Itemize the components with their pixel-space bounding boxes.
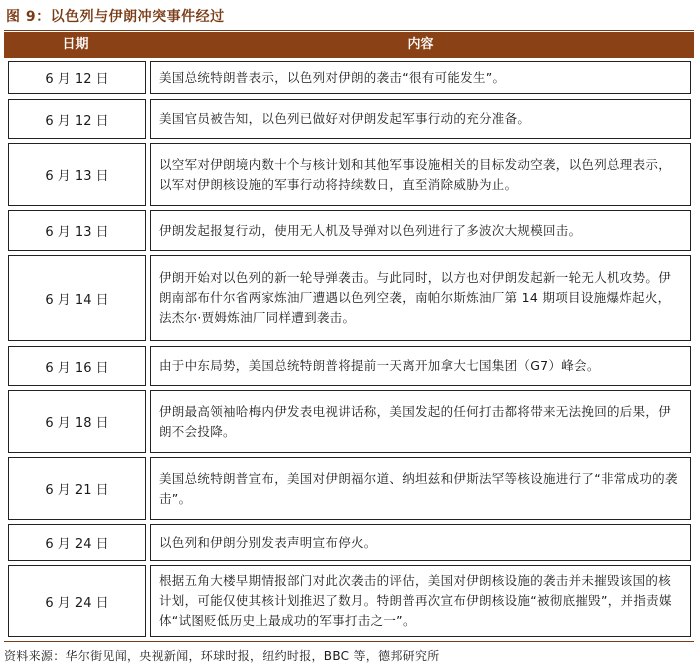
row-date: 6 月 21 日 <box>8 457 146 520</box>
row-date: 6 月 13 日 <box>8 210 146 251</box>
footer-rule <box>4 641 694 642</box>
row-content: 以色列和伊朗分别发表声明宣布停火。 <box>150 524 691 561</box>
figure-title: 图 9：以色列与伊朗冲突事件经过 <box>6 9 225 25</box>
table-row <box>8 143 691 206</box>
table-row <box>8 457 691 520</box>
table-row <box>8 524 691 561</box>
table-row <box>8 210 691 251</box>
row-content: 根据五角大楼早期情报部门对此次袭击的评估，美国对伊朗核设施的袭击并未摧毁该国的核计划，可能仅使其核计划推迟了数月。特朗普再次宣布伊朗核设施“被彻底摧毁”，并指责媒体“试图贬低历史上最成功的军事打击之一”。 <box>150 565 691 637</box>
row-content: 由于中东局势，美国总统特朗普将提前一天离开加拿大七国集团（G7）峰会。 <box>150 346 691 386</box>
table-row <box>8 255 691 341</box>
row-date: 6 月 24 日 <box>8 524 146 561</box>
table-row <box>8 99 691 139</box>
row-date: 6 月 12 日 <box>8 99 146 139</box>
row-date: 6 月 12 日 <box>8 61 146 94</box>
table-row <box>8 565 691 637</box>
table-row <box>8 390 691 453</box>
row-content: 美国官员被告知，以色列已做好对伊朗发起军事行动的充分准备。 <box>150 99 691 139</box>
row-date: 6 月 16 日 <box>8 346 146 386</box>
row-content: 美国总统特朗普宣布，美国对伊朗福尔道、纳坦兹和伊斯法罕等核设施进行了“非常成功的袭击”。 <box>150 457 691 520</box>
row-date: 6 月 14 日 <box>8 255 146 341</box>
source-note: 资料来源：华尔街见闻，央视新闻，环球时报，纽约时报，BBC 等，德邦研究所 <box>4 649 440 663</box>
title-rule <box>4 30 694 31</box>
table-row <box>8 346 691 386</box>
row-content: 以空军对伊朗境内数十个与核计划和其他军事设施相关的目标发动空袭，以色列总理表示，以军对伊朗核设施的军事行动将持续数日，直至消除威胁为止。 <box>150 143 691 206</box>
row-content: 美国总统特朗普表示，以色列对伊朗的袭击“很有可能发生”。 <box>150 61 691 94</box>
row-date: 6 月 18 日 <box>8 390 146 453</box>
header-date: 日期 <box>62 37 89 52</box>
header-content: 内容 <box>407 37 434 52</box>
row-content: 伊朗最高领袖哈梅内伊发表电视讲话称，美国发起的任何打击都将带来无法挽回的后果，伊朗不会投降。 <box>150 390 691 453</box>
row-date: 6 月 13 日 <box>8 143 146 206</box>
row-content: 伊朗开始对以色列的新一轮导弹袭击。与此同时，以方也对伊朗发起新一轮无人机攻势。伊朗南部布什尔省两家炼油厂遭遇以色列空袭，南帕尔斯炼油厂第 14 期项目设施爆炸起火，法杰尔·贾姆炼油厂同样遭到袭击。 <box>150 255 691 341</box>
row-date: 6 月 24 日 <box>8 565 146 637</box>
row-content: 伊朗发起报复行动，使用无人机及导弹对以色列进行了多波次大规模回击。 <box>150 210 691 251</box>
table-row <box>8 61 691 94</box>
table-header <box>4 32 694 58</box>
